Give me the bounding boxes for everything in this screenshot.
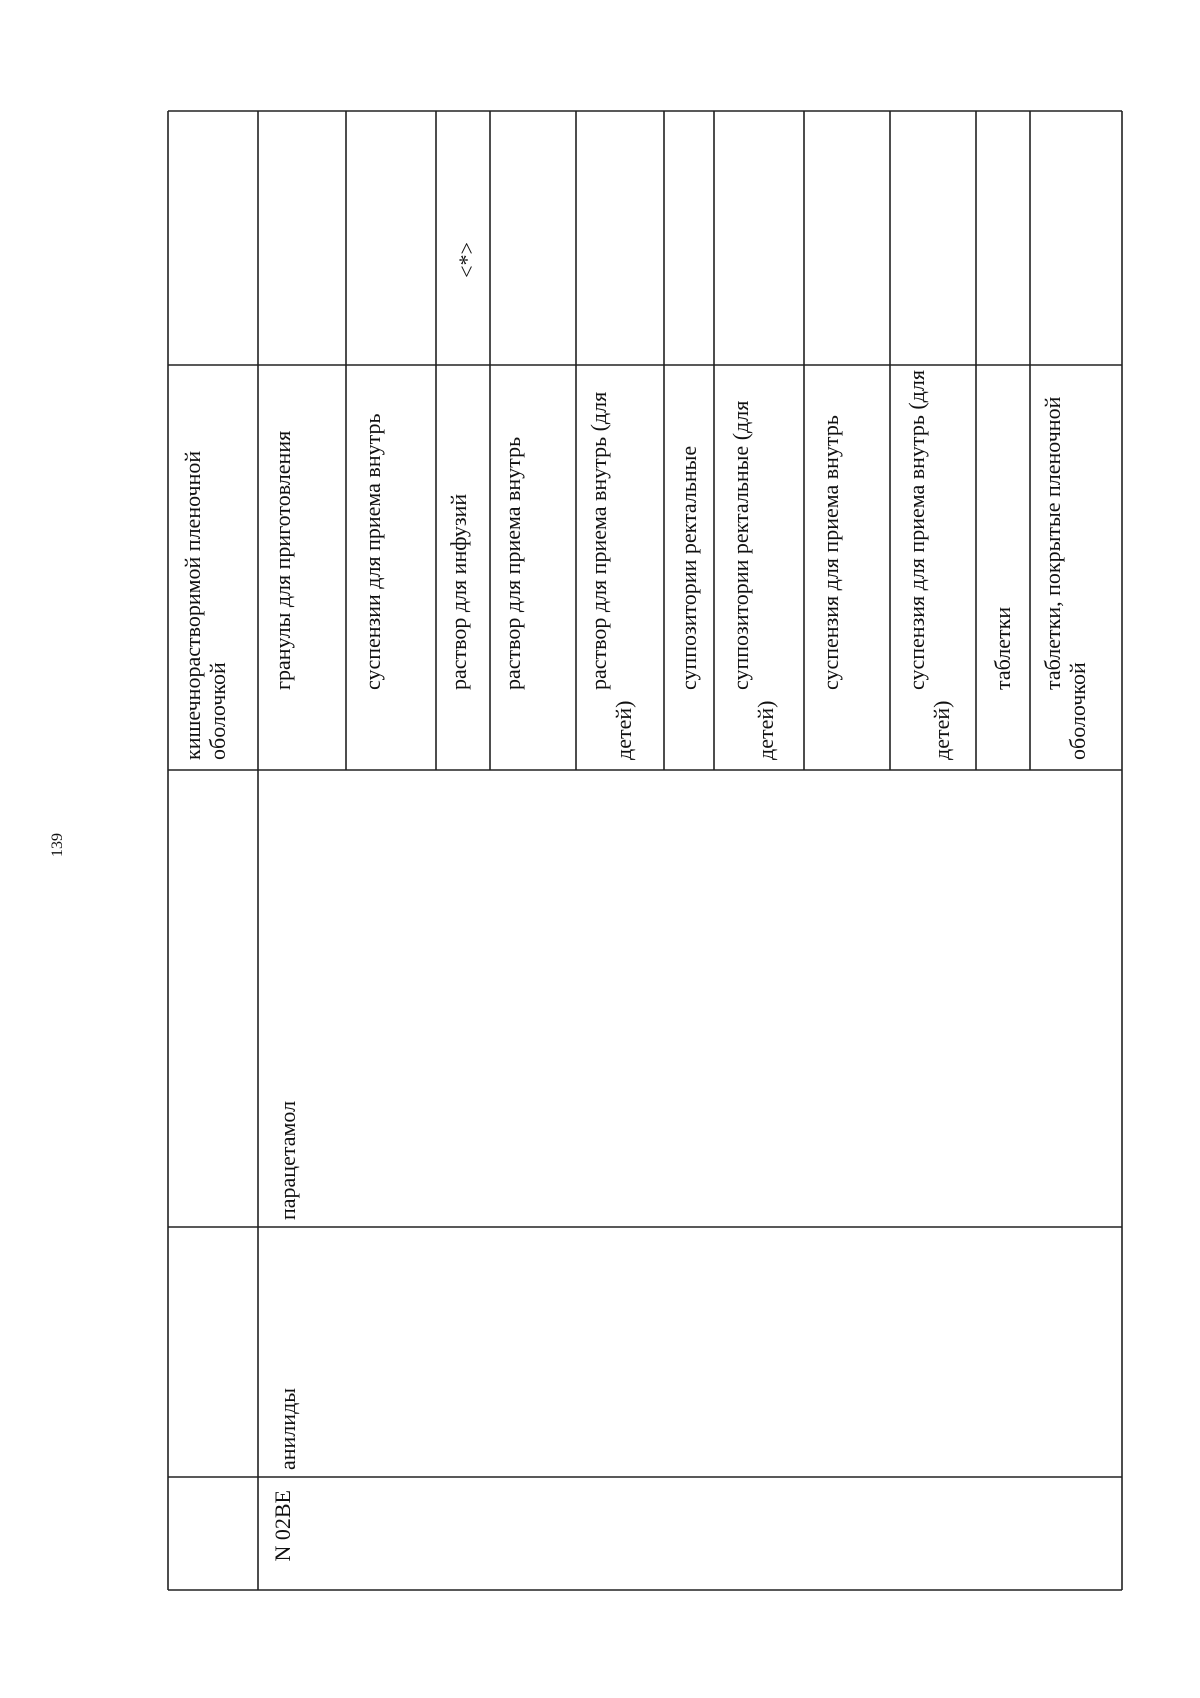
form-cell-9: суспензия для приема внутрь (для детей) <box>904 370 955 760</box>
form-cell-5: раствор для приема внутрь (для детей) <box>586 391 637 760</box>
page-number: 139 <box>49 833 66 857</box>
form-cell-1: гранулы для приготовления <box>270 430 295 690</box>
form-cell-4: раствор для приема внутрь <box>500 436 525 690</box>
form-cell-0: кишечнорастворимой пленочной оболочкой <box>180 450 231 760</box>
form-cell-10: таблетки <box>990 606 1015 690</box>
form-cell-8: суспензия для приема внутрь <box>818 415 843 690</box>
form-mark-3: <*> <box>454 242 479 278</box>
form-cell-7: суппозитории ректальные (для детей) <box>728 400 779 760</box>
form-cell-3: раствор для инфузий <box>446 493 471 690</box>
form-cell-2: суспензии для приема внутрь <box>360 413 385 690</box>
drug-name: парацетамол <box>275 1100 300 1220</box>
form-cell-11: таблетки, покрытые пленочной оболочкой <box>1040 396 1091 760</box>
form-cell-6: суппозитории ректальные <box>676 445 701 690</box>
atc-code: N 02BE <box>270 1490 295 1562</box>
pharm-group: анилиды <box>275 1387 300 1470</box>
